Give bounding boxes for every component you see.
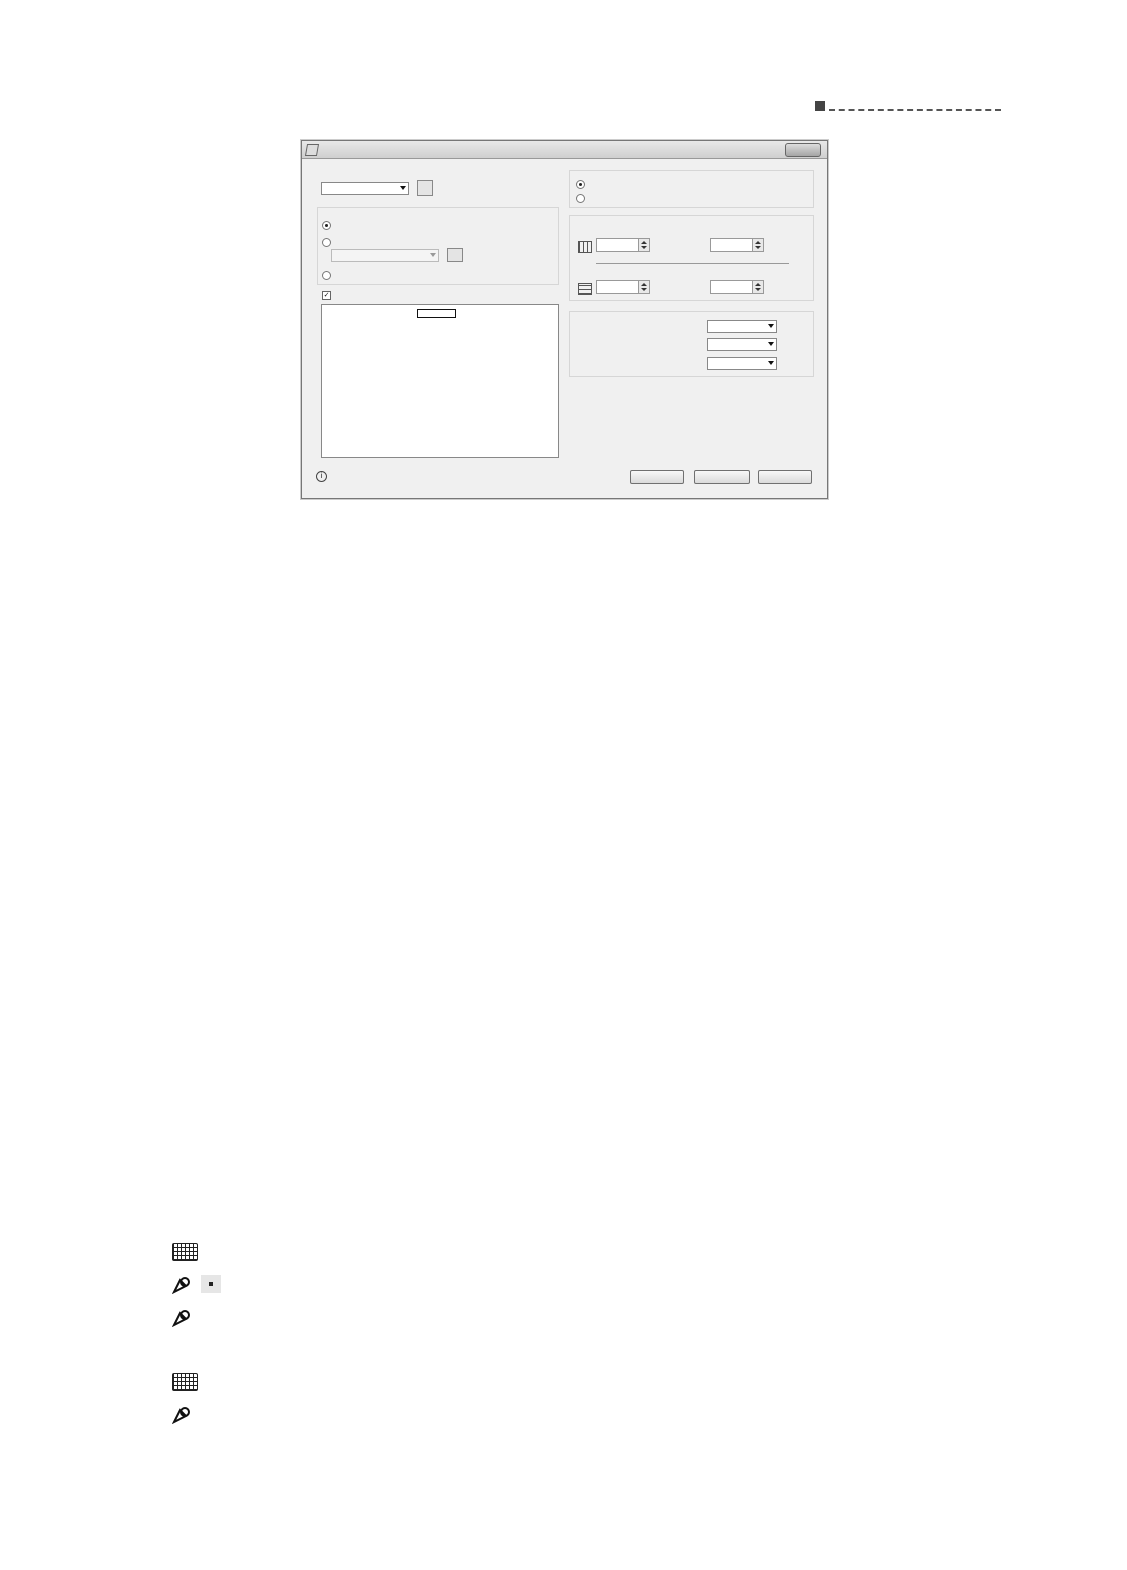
dialog-titlebar: [302, 141, 827, 159]
mouse-icon: [172, 1309, 192, 1327]
specify-point-radio[interactable]: [576, 180, 585, 189]
row-height-spinner[interactable]: [710, 280, 764, 294]
preview-table: [417, 309, 456, 318]
mouse-icon: [172, 1276, 192, 1294]
preview-pane: [321, 304, 559, 458]
insert-table-dialog: [301, 140, 828, 499]
table-style-select[interactable]: [321, 182, 409, 195]
insertion-behavior-group: [569, 170, 814, 208]
from-data-link-radio[interactable]: [322, 238, 331, 247]
info-icon: i: [316, 471, 327, 482]
operation-toolbar-line: [172, 1273, 221, 1296]
divider: [596, 263, 789, 264]
cancel-button[interactable]: [694, 470, 750, 484]
preview-checkbox[interactable]: ✓: [323, 291, 330, 299]
point-tool-icon: [201, 1275, 221, 1293]
columns-icon: [578, 241, 592, 253]
specify-window-radio[interactable]: [576, 194, 585, 203]
insert-options-group: [317, 207, 559, 285]
from-object-data-radio[interactable]: [322, 271, 331, 280]
ok-button[interactable]: [630, 470, 684, 484]
data-link-select[interactable]: [331, 249, 439, 262]
style-menu-line: [172, 1403, 195, 1426]
from-empty-radio[interactable]: [322, 221, 331, 230]
help-button[interactable]: [758, 470, 812, 484]
chevron-down-icon: [768, 324, 774, 328]
operation-menu-line: [172, 1306, 195, 1329]
preview-header-cell: [417, 309, 456, 318]
chevron-down-icon: [430, 253, 436, 257]
chevron-down-icon: [768, 361, 774, 365]
header-rule: [815, 101, 1001, 111]
col-width-spinner[interactable]: [710, 238, 764, 252]
table-style-dialog-icon[interactable]: [417, 180, 433, 196]
columns-spinner[interactable]: [596, 238, 650, 252]
keyboard-icon: [172, 1373, 198, 1391]
first-row-style-select[interactable]: [707, 320, 777, 333]
cell-styles-group: [569, 311, 814, 377]
close-button[interactable]: [785, 143, 821, 157]
mouse-icon: [172, 1406, 192, 1424]
second-row-style-select[interactable]: [707, 338, 777, 351]
other-rows-style-select[interactable]: [707, 357, 777, 370]
data-link-manager-icon[interactable]: [447, 248, 463, 262]
keyboard-icon: [172, 1243, 198, 1261]
data-rows-spinner[interactable]: [596, 280, 650, 294]
chevron-down-icon: [400, 186, 406, 190]
operation-command-line: [172, 1241, 201, 1264]
rows-icon: [578, 283, 592, 295]
style-command-line: [172, 1371, 201, 1394]
app-icon: [305, 144, 319, 156]
chevron-down-icon: [768, 342, 774, 346]
